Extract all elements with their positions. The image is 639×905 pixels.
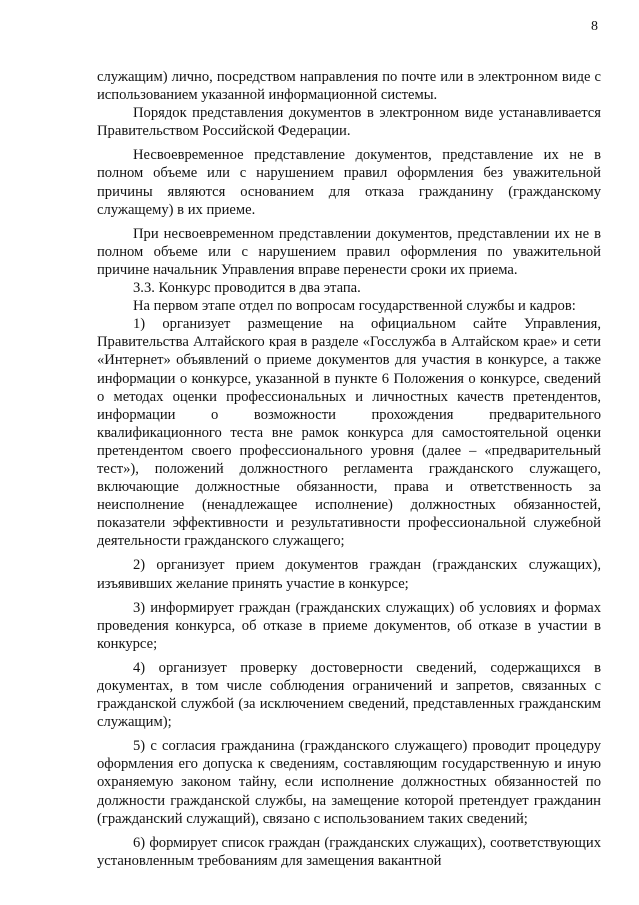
list-item-6: 6) формирует список граждан (гражданских служащих), соответствующих установленным требованиям для замещения вакантной bbox=[97, 834, 601, 869]
list-item-4: 4) организует проверку достоверности сведений, содержащихся в документах, в том числе соблюдения ограничений и запретов, связанных с гражданской службой (за исключением сведений, представленных гражданским служащим); bbox=[97, 659, 601, 731]
paragraph-continuation: служащим) лично, посредством направления по почте или в электронном виде с использованием указанной информационной системы. bbox=[97, 69, 601, 104]
paragraph-section-3-3: 3.3. Конкурс проводится в два этапа. bbox=[133, 280, 361, 297]
page-number: 8 bbox=[591, 19, 598, 34]
list-item-1: 1) организует размещение на официальном сайте Управления, Правительства Алтайского края в разделе «Госслужба в Алтайском крае» и сети «Интернет» объявлений о приеме документов для участия в конкурсе, а также информации о конкурсе, указанной в пункте 6 Положения о конкурсе, сведений о методах оценки профессиональных и личностных качеств претендентов, информации о возможности прохождения предварительного квалификационного теста вне рамок конкурса для самостоятельной оценки претендентом своего профессионального уровня (далее – «предварительный тест»), положений должностного регламента гражданского служащего, включающие должностные обязанности, права и ответственность за неисполнение (ненадлежащее исполнение) должностных обязанностей, показатели эффективности и результативности профессиональной служебной деятельности гражданского служащего; bbox=[97, 316, 601, 550]
list-item-3: 3) информирует граждан (гражданских служащих) об условиях и формах проведения конкурса, об отказе в приеме документов, об отказе в участии в конкурсе; bbox=[97, 599, 601, 652]
list-item-5: 5) с согласия гражданина (гражданского служащего) проводит процедуру оформления его допуска к сведениям, составляющим государственную и иную охраняемую законом тайну, если исполнение должностных обязанностей по должности гражданской службы, на замещение которой претендует гражданин (гражданский служащий), связано с использованием таких сведений; bbox=[97, 738, 601, 827]
paragraph-submission-procedure: Порядок представления документов в электронном виде устанавливается Правительством Российской Федерации. bbox=[97, 105, 601, 140]
paragraph-deadline-extension: При несвоевременном представлении документов, представлении их не в полном объеме или с нарушением правил оформления по уважительной причине начальник Управления вправе перенести сроки их приема. bbox=[97, 225, 601, 278]
list-item-2: 2) организует прием документов граждан (гражданских служащих), изъявивших желание принять участие в конкурсе; bbox=[97, 557, 601, 592]
paragraph-late-submission-refusal: Несвоевременное представление документов, представление их не в полном объеме или с нарушением правил оформления без уважительной причины являются основанием для отказа гражданину (гражданскому служащему) в их приеме. bbox=[97, 147, 601, 218]
paragraph-first-stage-intro: На первом этапе отдел по вопросам государственной службы и кадров: bbox=[133, 298, 576, 315]
document-body bbox=[97, 68, 601, 870]
